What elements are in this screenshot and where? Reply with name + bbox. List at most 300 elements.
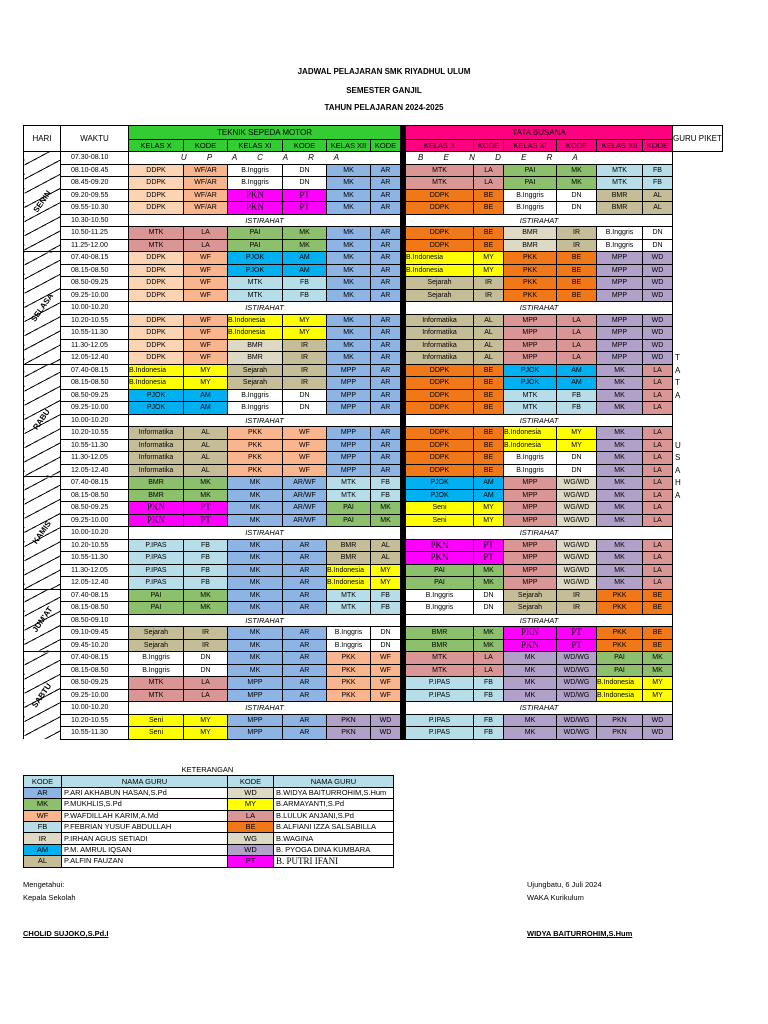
subject-cell: PKN xyxy=(228,189,283,202)
subject-cell: MK xyxy=(228,552,283,565)
guru-piket-cell: A xyxy=(673,464,723,477)
subject-cell: MK xyxy=(504,664,557,677)
subject-cell: MK xyxy=(228,639,283,652)
keterangan-code: PT xyxy=(228,856,274,867)
subject-cell: B.Inggris xyxy=(327,639,371,652)
teacher-code-cell: MY xyxy=(184,377,228,390)
subject-cell: MTK xyxy=(228,277,283,290)
sub-header: KODE xyxy=(184,140,228,152)
guru-piket-cell: S xyxy=(673,452,723,465)
subject-cell: PJOK xyxy=(228,264,283,277)
subject-cell: B.Inggris xyxy=(129,652,184,665)
teacher-code-cell: MK xyxy=(283,227,327,240)
subject-cell: MTK xyxy=(129,239,184,252)
guru-piket-cell: H xyxy=(673,477,723,490)
teacher-code-cell: WF xyxy=(184,339,228,352)
guru-piket-cell: U xyxy=(673,439,723,452)
teacher-code-cell: AR xyxy=(371,227,401,240)
table-row xyxy=(24,214,723,227)
subject-cell: B.Indonesia xyxy=(129,364,184,377)
teacher-code-cell: MY xyxy=(474,502,504,515)
teacher-code-cell: MK xyxy=(474,627,504,640)
subject-cell: Informatika xyxy=(406,327,474,340)
teacher-code-cell: WF/AR xyxy=(184,177,228,190)
keterangan-table xyxy=(23,765,394,868)
teacher-code-cell: LA xyxy=(643,477,673,490)
teacher-code-cell: IR xyxy=(474,289,504,302)
istirahat-cell: ISTIRAHAT xyxy=(129,414,401,427)
teacher-code-cell: WD/WG xyxy=(557,727,597,740)
teacher-code-cell: FB xyxy=(283,277,327,290)
teacher-code-cell: WF xyxy=(283,439,327,452)
subject-cell: MPP xyxy=(228,677,283,690)
teacher-code-cell: BE xyxy=(643,589,673,602)
guru-piket-cell: A xyxy=(673,389,723,402)
subject-cell: MTK xyxy=(228,289,283,302)
subject-cell: B.Inggris xyxy=(597,227,643,240)
teacher-code-cell: WG/WD xyxy=(557,502,597,515)
teacher-code-cell: DN xyxy=(643,239,673,252)
time-cell: 09.25-10.00 xyxy=(61,289,129,302)
subject-cell: DDPK xyxy=(406,427,474,440)
teacher-code-cell: WF/AR xyxy=(184,164,228,177)
teacher-code-cell: LA xyxy=(643,364,673,377)
subject-cell: BMR xyxy=(504,239,557,252)
day-cell xyxy=(24,477,61,590)
teacher-code-cell: LA xyxy=(474,177,504,190)
subject-cell: MK xyxy=(327,177,371,190)
guru-piket-cell xyxy=(673,427,723,440)
subject-cell: DDPK xyxy=(129,164,184,177)
teacher-code-cell: MY xyxy=(643,689,673,702)
teacher-code-cell: AR xyxy=(283,602,327,615)
time-cell: 10.20-10.55 xyxy=(61,427,129,440)
subject-cell: Sejarah xyxy=(129,639,184,652)
keterangan-name: P.WAFDILLAH KARIM,A.Md xyxy=(62,810,228,821)
subject-cell: B.Indonesia xyxy=(129,377,184,390)
teacher-code-cell: BE xyxy=(474,377,504,390)
table-row xyxy=(24,339,723,352)
teacher-code-cell: BE xyxy=(643,627,673,640)
teacher-code-cell: AR xyxy=(283,577,327,590)
guru-piket-cell xyxy=(673,689,723,702)
table-row xyxy=(24,727,723,740)
subject-cell: MK xyxy=(327,352,371,365)
keterangan-title: KETERANGAN xyxy=(181,765,234,775)
subject-cell: DDPK xyxy=(406,364,474,377)
time-cell: 09.10-09.45 xyxy=(61,627,129,640)
teacher-code-cell: AM xyxy=(474,477,504,490)
teacher-code-cell: DN xyxy=(283,402,327,415)
keterangan-name: P.ALFIN FAUZAN xyxy=(62,856,228,867)
subject-cell: MK xyxy=(327,252,371,265)
teacher-code-cell: LA xyxy=(557,314,597,327)
teacher-code-cell: LA xyxy=(643,514,673,527)
subject-cell: DDPK xyxy=(406,402,474,415)
subject-cell: PKN xyxy=(406,539,474,552)
guru-piket-cell xyxy=(673,614,723,627)
subject-cell: MK xyxy=(327,164,371,177)
subject-cell: MK xyxy=(228,602,283,615)
subject-cell: MTK xyxy=(597,177,643,190)
sub-header: KELAS X xyxy=(129,140,184,152)
day-cell xyxy=(24,652,61,740)
teacher-code-cell: BE xyxy=(474,227,504,240)
subject-cell: PKK xyxy=(327,664,371,677)
hari-header: HARI xyxy=(24,126,61,152)
guru-piket-cell xyxy=(673,264,723,277)
time-cell: 11.25-12.00 xyxy=(61,239,129,252)
time-cell: 08.15-08.50 xyxy=(61,602,129,615)
subject-cell: MTK xyxy=(406,177,474,190)
time-cell: 08.50-09.25 xyxy=(61,389,129,402)
subject-cell: MK xyxy=(597,502,643,515)
subject-cell: MPP xyxy=(597,352,643,365)
teacher-code-cell: WF xyxy=(371,689,401,702)
istirahat-cell: ISTIRAHAT xyxy=(129,302,401,315)
time-cell: 11.30-12.05 xyxy=(61,452,129,465)
teacher-code-cell: BE xyxy=(643,639,673,652)
teacher-code-cell: MK xyxy=(474,577,504,590)
teacher-code-cell: WG/WD xyxy=(557,477,597,490)
teacher-code-cell: LA xyxy=(643,564,673,577)
guru-piket-cell xyxy=(673,527,723,540)
teacher-code-cell: DN xyxy=(371,627,401,640)
subject-cell: PAI xyxy=(504,164,557,177)
keterangan-name: B. PYOGA DINA KUMBARA xyxy=(274,844,394,855)
subject-cell: Sejarah xyxy=(504,589,557,602)
time-cell: 11.30-12.05 xyxy=(61,339,129,352)
teacher-code-cell: AR xyxy=(283,627,327,640)
table-row xyxy=(24,314,723,327)
time-cell: 10.00-10.20 xyxy=(61,414,129,427)
guru-piket-cell xyxy=(673,252,723,265)
keterangan-code: MK xyxy=(24,799,62,810)
subject-cell: MK xyxy=(327,202,371,215)
teacher-code-cell: WF xyxy=(283,427,327,440)
subject-cell: DDPK xyxy=(406,202,474,215)
keterangan-row xyxy=(24,787,394,798)
table-row xyxy=(24,414,723,427)
subject-cell: MK xyxy=(597,464,643,477)
teacher-code-cell: MK xyxy=(184,602,228,615)
subject-cell: DDPK xyxy=(406,464,474,477)
subject-cell: MK xyxy=(597,539,643,552)
teacher-code-cell: WG/WD xyxy=(557,577,597,590)
subject-cell: MPP xyxy=(597,314,643,327)
subject-cell: DDPK xyxy=(406,389,474,402)
table-row xyxy=(24,464,723,477)
time-cell: 08.15-08.50 xyxy=(61,489,129,502)
subject-cell: B.Indonesia xyxy=(228,314,283,327)
teacher-code-cell: AR xyxy=(371,339,401,352)
teacher-code-cell: LA xyxy=(184,689,228,702)
teacher-code-cell: AM xyxy=(283,252,327,265)
teacher-code-cell: FB xyxy=(283,289,327,302)
time-cell: 07.40-08.15 xyxy=(61,589,129,602)
subject-cell: P.IPAS xyxy=(129,577,184,590)
teacher-code-cell: WD xyxy=(643,727,673,740)
teacher-code-cell: PT xyxy=(283,202,327,215)
subject-cell: PJOK xyxy=(504,364,557,377)
table-row xyxy=(24,227,723,240)
istirahat-cell: ISTIRAHAT xyxy=(406,414,673,427)
teacher-code-cell: MY xyxy=(184,727,228,740)
teacher-code-cell: LA xyxy=(557,352,597,365)
teacher-code-cell: LA xyxy=(184,239,228,252)
subject-cell: MK xyxy=(597,564,643,577)
teacher-code-cell: BE xyxy=(643,602,673,615)
teacher-code-cell: BE xyxy=(474,364,504,377)
subject-cell: MTK xyxy=(504,402,557,415)
subject-cell: MK xyxy=(597,552,643,565)
guru-piket-cell: T xyxy=(673,352,723,365)
teacher-code-cell: MK xyxy=(371,514,401,527)
guru-piket-header: GURU PIKET xyxy=(673,126,723,152)
teacher-code-cell: FB xyxy=(557,389,597,402)
subject-cell: MK xyxy=(597,389,643,402)
time-cell: 10.55-11.30 xyxy=(61,439,129,452)
subject-cell: MPP xyxy=(504,514,557,527)
subject-cell: PJOK xyxy=(129,402,184,415)
teacher-code-cell: FB xyxy=(474,689,504,702)
table-row xyxy=(24,502,723,515)
subject-cell: MPP xyxy=(597,327,643,340)
subject-cell: MPP xyxy=(327,439,371,452)
day-label: KAMIS xyxy=(30,519,54,546)
tb-header: TATA BUSANA xyxy=(406,126,673,140)
teacher-code-cell: AR xyxy=(283,552,327,565)
keterangan-row xyxy=(24,833,394,844)
keterangan-name: P.ARI AKHABUN HASAN,S.Pd xyxy=(62,787,228,798)
teacher-code-cell: BE xyxy=(474,464,504,477)
subject-cell: MK xyxy=(228,652,283,665)
teacher-code-cell: IR xyxy=(283,364,327,377)
teacher-code-cell: WD/WG xyxy=(557,689,597,702)
keterangan-code: FB xyxy=(24,821,62,832)
table-row xyxy=(24,577,723,590)
subject-cell: MK xyxy=(228,627,283,640)
sub-header: KODE xyxy=(557,140,597,152)
guru-piket-cell xyxy=(673,664,723,677)
subject-cell: MK xyxy=(327,277,371,290)
teacher-code-cell: IR xyxy=(283,339,327,352)
teacher-code-cell: AL xyxy=(474,327,504,340)
teacher-code-cell: MK xyxy=(474,564,504,577)
teacher-code-cell: WD xyxy=(643,277,673,290)
table-row xyxy=(24,452,723,465)
teacher-code-cell: WD xyxy=(643,352,673,365)
teacher-code-cell: DN xyxy=(643,227,673,240)
subject-cell: B.Indonesia xyxy=(228,327,283,340)
teacher-code-cell: IR xyxy=(557,239,597,252)
teacher-code-cell: AM xyxy=(184,389,228,402)
time-cell: 08.50-09.25 xyxy=(61,677,129,690)
guru-piket-cell xyxy=(673,589,723,602)
keterangan-name: B.LULUK ANJANI,S.Pd xyxy=(274,810,394,821)
keterangan-code: IR xyxy=(24,833,62,844)
table-row xyxy=(24,539,723,552)
subject-cell: MPP xyxy=(228,727,283,740)
subject-cell: MK xyxy=(327,327,371,340)
keterangan-code: BE xyxy=(228,821,274,832)
subject-cell: MK xyxy=(327,227,371,240)
teacher-code-cell: AR xyxy=(371,464,401,477)
subject-cell: Seni xyxy=(406,502,474,515)
table-row xyxy=(24,202,723,215)
subject-cell: B.Inggris xyxy=(228,177,283,190)
teacher-code-cell: AL xyxy=(474,339,504,352)
subject-cell: B.Inggris xyxy=(406,589,474,602)
subject-cell: MPP xyxy=(504,314,557,327)
teacher-code-cell: WD xyxy=(371,727,401,740)
istirahat-cell: ISTIRAHAT xyxy=(406,527,673,540)
teacher-code-cell: AR xyxy=(371,452,401,465)
sub-header: KELAS XI xyxy=(228,140,283,152)
teacher-code-cell: BE xyxy=(474,427,504,440)
teacher-code-cell: WF xyxy=(184,314,228,327)
teacher-code-cell: MY xyxy=(283,327,327,340)
subject-cell: MPP xyxy=(504,552,557,565)
table-row xyxy=(24,277,723,290)
teacher-code-cell: WF/AR xyxy=(184,189,228,202)
subject-cell: B.Inggris xyxy=(129,664,184,677)
teacher-code-cell: AM xyxy=(283,264,327,277)
teacher-code-cell: MK xyxy=(184,589,228,602)
table-row xyxy=(24,552,723,565)
teacher-code-cell: FB xyxy=(643,177,673,190)
table-row xyxy=(24,589,723,602)
subject-cell: Informatika xyxy=(129,427,184,440)
subject-cell: Informatika xyxy=(129,464,184,477)
teacher-code-cell: MY xyxy=(643,677,673,690)
guru-piket-cell xyxy=(673,552,723,565)
time-cell: 07.40-08.15 xyxy=(61,364,129,377)
istirahat-cell: ISTIRAHAT xyxy=(129,702,401,715)
subject-cell: MTK xyxy=(504,389,557,402)
teacher-code-cell: MY xyxy=(283,314,327,327)
teacher-code-cell: MY xyxy=(557,439,597,452)
teacher-code-cell: BE xyxy=(474,389,504,402)
subject-cell: PAI xyxy=(406,564,474,577)
table-row xyxy=(24,527,723,540)
doc-year: TAHUN PELAJARAN 2024-2025 xyxy=(324,103,444,112)
day-label: JUM'AT xyxy=(30,605,54,635)
table-row xyxy=(24,189,723,202)
teacher-code-cell: BE xyxy=(557,289,597,302)
teacher-code-cell: AR xyxy=(371,314,401,327)
sig-right-line1: Ujungbatu, 6 Juli 2024 xyxy=(527,880,602,889)
subject-cell: BMR xyxy=(406,627,474,640)
teacher-code-cell: FB xyxy=(184,577,228,590)
guru-piket-cell xyxy=(673,727,723,740)
subject-cell: MPP xyxy=(504,477,557,490)
teacher-code-cell: LA xyxy=(643,464,673,477)
guru-piket-cell xyxy=(673,227,723,240)
subject-cell: MK xyxy=(504,677,557,690)
teacher-code-cell: MY xyxy=(474,252,504,265)
subject-cell: MK xyxy=(597,489,643,502)
guru-piket-cell xyxy=(673,327,723,340)
subject-cell: PKN xyxy=(504,627,557,640)
teacher-code-cell: LA xyxy=(643,539,673,552)
time-cell: 09.25-10.00 xyxy=(61,402,129,415)
subject-cell: MPP xyxy=(597,289,643,302)
subject-cell: MTK xyxy=(129,677,184,690)
subject-cell: MPP xyxy=(327,377,371,390)
subject-cell: MPP xyxy=(327,402,371,415)
teacher-code-cell: MK xyxy=(643,664,673,677)
table-row xyxy=(24,239,723,252)
teacher-code-cell: BE xyxy=(474,402,504,415)
teacher-code-cell: BE xyxy=(474,452,504,465)
subject-cell: PJOK xyxy=(504,377,557,390)
istirahat-cell: ISTIRAHAT xyxy=(406,302,673,315)
time-cell: 12.05-12.40 xyxy=(61,352,129,365)
guru-piket-cell xyxy=(673,514,723,527)
subject-cell: MK xyxy=(504,689,557,702)
subject-cell: MPP xyxy=(504,489,557,502)
subject-cell: BMR xyxy=(228,339,283,352)
istirahat-cell: ISTIRAHAT xyxy=(129,614,401,627)
teacher-code-cell: AR xyxy=(371,164,401,177)
subject-cell: B.Indonesia xyxy=(406,264,474,277)
istirahat-cell: ISTIRAHAT xyxy=(129,527,401,540)
guru-piket-cell xyxy=(673,289,723,302)
subject-cell: B.Indonesia xyxy=(504,439,557,452)
teacher-code-cell: FB xyxy=(184,552,228,565)
subject-cell: B.Inggris xyxy=(504,189,557,202)
subject-cell: PKK xyxy=(597,627,643,640)
subject-cell: DDPK xyxy=(129,264,184,277)
table-row xyxy=(24,514,723,527)
subject-cell: BMR xyxy=(327,552,371,565)
subject-cell: MK xyxy=(597,577,643,590)
teacher-code-cell: WG/WD xyxy=(557,539,597,552)
teacher-code-cell: LA xyxy=(643,402,673,415)
subject-cell: MTK xyxy=(327,489,371,502)
teacher-code-cell: MK xyxy=(474,639,504,652)
day-label: SENIN xyxy=(31,188,53,214)
subject-cell: MPP xyxy=(327,452,371,465)
table-row xyxy=(24,427,723,440)
subject-cell: B.Inggris xyxy=(597,239,643,252)
subject-cell: Seni xyxy=(129,727,184,740)
time-cell: 10.20-10.55 xyxy=(61,539,129,552)
subject-cell: PAI xyxy=(228,227,283,240)
sub-header: KELAS XI xyxy=(504,140,557,152)
time-cell: 07.30-08.10 xyxy=(61,152,129,165)
teacher-code-cell: IR xyxy=(184,639,228,652)
teacher-code-cell: DN xyxy=(557,452,597,465)
subject-cell: PJOK xyxy=(129,389,184,402)
subject-cell: DDPK xyxy=(406,227,474,240)
guru-piket-cell xyxy=(673,677,723,690)
teacher-code-cell: WD xyxy=(643,714,673,727)
teacher-code-cell: FB xyxy=(371,602,401,615)
subject-cell: MPP xyxy=(228,689,283,702)
subject-cell: P.IPAS xyxy=(406,677,474,690)
teacher-code-cell: WF xyxy=(184,264,228,277)
teacher-code-cell: WF xyxy=(283,452,327,465)
teacher-code-cell: AR xyxy=(371,177,401,190)
subject-cell: B.Indonesia xyxy=(597,689,643,702)
subject-cell: PKK xyxy=(504,252,557,265)
teacher-code-cell: AM xyxy=(557,377,597,390)
sig-left-line1: Mengetahui: xyxy=(23,880,65,889)
teacher-code-cell: AR xyxy=(371,402,401,415)
keterangan-row xyxy=(24,821,394,832)
